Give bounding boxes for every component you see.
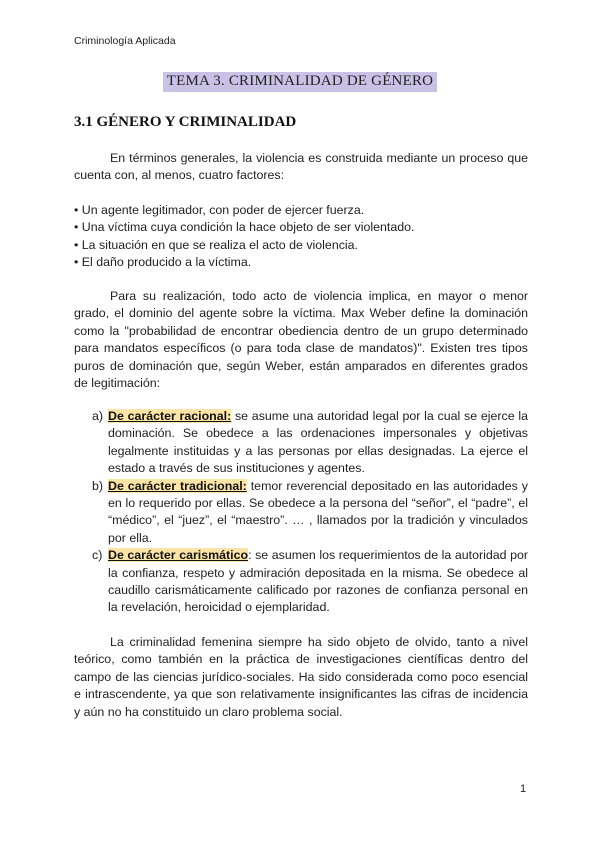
list-item-rational — [92, 408, 528, 478]
factors-list — [74, 202, 528, 272]
term-highlight: De carácter tradicional: — [108, 478, 247, 493]
domination-paragraph: Para su realización, todo acto de violencia implica, en mayor o menor grado, el dominio del agente sobre la víctima. Max Weber define la dominación como la "probabilidad de encontrar obediencia dentro de un grupo determinado para mandatos específicos (o para toda clase de mandatos)". Existen tres tipos puros de dominación que, según Weber, están amparados en diferentes grados de legitimación: — [74, 289, 528, 391]
list-item-text: : se asumen los requerimientos de la autoridad por la confianza, respeto y admiración depositada en la misma. Se obedece al caudillo carismáticamente calificado por razones de confianza personal en la revelación, heroicidad o ejemplaridad. — [108, 548, 528, 615]
list-marker: a) — [92, 409, 104, 423]
factor-item: • La situación en que se realiza el acto de violencia. — [74, 237, 358, 252]
factor-item: • El daño producido a la víctima. — [74, 255, 252, 270]
section-heading: 3.1 GÉNERO Y CRIMINALIDAD — [74, 114, 297, 130]
chapter-title: TEMA 3. CRIMINALIDAD DE GÉNERO — [163, 72, 437, 92]
term-highlight: De carácter carismático — [108, 548, 249, 563]
title-container — [0, 72, 600, 92]
list-marker: c) — [92, 548, 103, 563]
domination-types-list — [92, 408, 528, 617]
list-item-traditional — [92, 478, 528, 548]
list-item-text: temor reverencial depositado en las autoridades y en lo requerido por ellas. Se obedece a la persona del “señor”, el “padre”, el “médico”, el “juez”, el “maestro”. … , llamados por la tradición y vinculados por ella. — [108, 478, 529, 545]
intro-paragraph: En términos generales, la violencia es construida mediante un proceso que cuenta con, al menos, cuatro factores: — [74, 151, 528, 183]
factor-item: • Una víctima cuya condición la hace objeto de ser violentado. — [74, 220, 415, 235]
female-criminality-paragraph: La criminalidad femenina siempre ha sido objeto de olvido, tanto a nivel teórico, como también en la práctica de investigaciones científicas dentro del campo de las ciencias jurídico-sociales. Ha sido considerada como poco esencial e intrascendente, ya que son relativamente insignificantes las cifras de incidencia y aún no ha constituido un claro problema social. — [74, 635, 528, 719]
factor-item: • Un agente legitimador, con poder de ejercer fuerza. — [74, 203, 365, 217]
page-number: 1 — [520, 783, 527, 795]
list-item-text: se asume una autoridad legal por la cual se ejerce la dominación. Se obedece a las ordenaciones impersonales y objetivas legalmente instituidas y a las personas por ellas designadas. La ejerce el estado a través de sus instituciones y agentes. — [108, 409, 529, 476]
list-item-charismatic — [92, 547, 528, 617]
running-header: Criminología Aplicada — [74, 35, 176, 47]
term-highlight: De carácter racional: — [108, 409, 232, 423]
list-marker: b) — [92, 478, 104, 493]
